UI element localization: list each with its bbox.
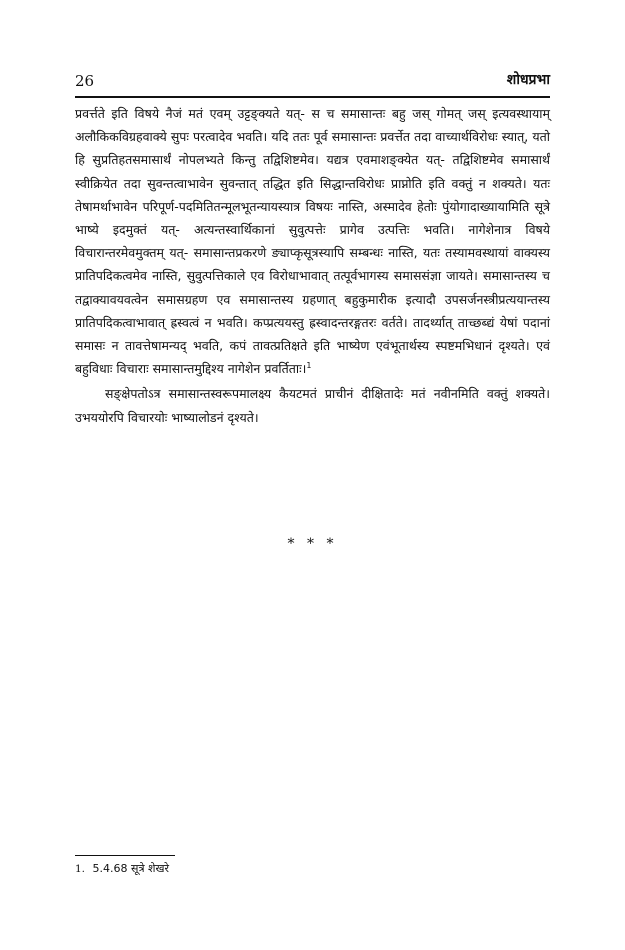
footnote xyxy=(75,861,550,877)
paragraph-1 xyxy=(75,102,550,380)
footnote-number: 1. xyxy=(75,863,86,875)
header-rule xyxy=(75,96,550,98)
footnote-reference: 1 xyxy=(306,361,312,371)
body-text xyxy=(75,102,550,429)
footnote-text: 5.4.68 सूत्रे शेखरे xyxy=(92,862,169,875)
running-head: शोधप्रभा xyxy=(506,72,550,88)
page-number: 26 xyxy=(75,72,95,90)
paragraph-2: सङ्क्षेपतोऽत्र समासान्तस्वरूपमालक्ष्य कैयटमतं प्राचीनं दीक्षितादेः मतं नवीनमिति वक्तुं शक्यते। उभययोरपि विचारयोः भाष्यालोडनं दृश्यते। xyxy=(75,386,550,425)
page-header xyxy=(75,70,550,94)
paragraph-1-text: प्रवर्त्तते इति विषये नैजं मतं एवम् उट्टङ्क्यते यत्- स च समासान्तः बहु जस् गोमत् जस् इत्यवस्थायाम् अलौकिकविग्रहवाक्ये सुपः परत्वादेव भवति। यदि ततः पूर्व समासान्तः प्रवर्त्तेत तदा वाच्यार्थविरोधः स्यात्, यतो हि सुप्रतिहतसमासार्थं नोपलभ्यते किन्तु तद्विशिष्टमेव। यद्यत्र एवमाशङ्क्येत यत्- तद्विशिष्टमेव समासार्थं स्वीक्रियेत तदा सुवन्तत्वाभावेन सुवन्तात् तद्धित इति सिद्धान्तविरोधः प्राप्नोति इति वक्तुं न शक्यते। यतः तेषामर्थाभावेन परिपूर्ण-पदमितितन्मूलभूतन्यायस्यात्र विषयः नास्ति, अस्मादेव हेतोः पुंयोगादाख्यायामिति सूत्रे भाष्ये इदमुक्तं यत्- अत्यन्तस्वार्थिकानां सुवुत्पत्तेः प्रागेव उत्पत्तिः भवति। नागेशेनात्र विषये विचारान्तरमेवमुक्तम् यत्- समासान्तप्रकरणे ङ्याप्कृसूत्रस्यापि सम्बन्धः नास्ति, यतः तस्यामवस्थायां वाक्यस्य प्रातिपदिकत्वमेव नास्ति, सुवुत्पत्तिकाले एव विरोधाभावात् तत्पूर्वभागस्य समाससंज्ञा जायते। समासान्तस्य च तद्वाक्यावयवत्वेन समासग्रहण एव समासान्तस्य ग्रहणात् बहुकुमारीक इत्यादौ उपसर्जनस्त्रीप्रत्ययान्तस्य प्रातिपदिकत्वाभावात् ह्रस्वत्वं न भवति। कप्प्रत्ययस्तु ह्रस्वादन्तरङ्गतरः वर्तते। तादर्थ्यात् ताच्छब्द्यं येषां पदानां समासः न तावत्तेषामन्यद् भवति, कपं तावत्प्रतिक्षते इति भाष्येण एवंभूतार्थस्य स्पष्टमभिधानं दृश्यते। एवं बहुविधाः विचाराः समासान्तमुद्दिश्य नागेशेन प्रवर्तिताः। xyxy=(75,106,550,377)
section-separator: * * * xyxy=(287,536,338,552)
footnote-rule xyxy=(75,855,175,856)
